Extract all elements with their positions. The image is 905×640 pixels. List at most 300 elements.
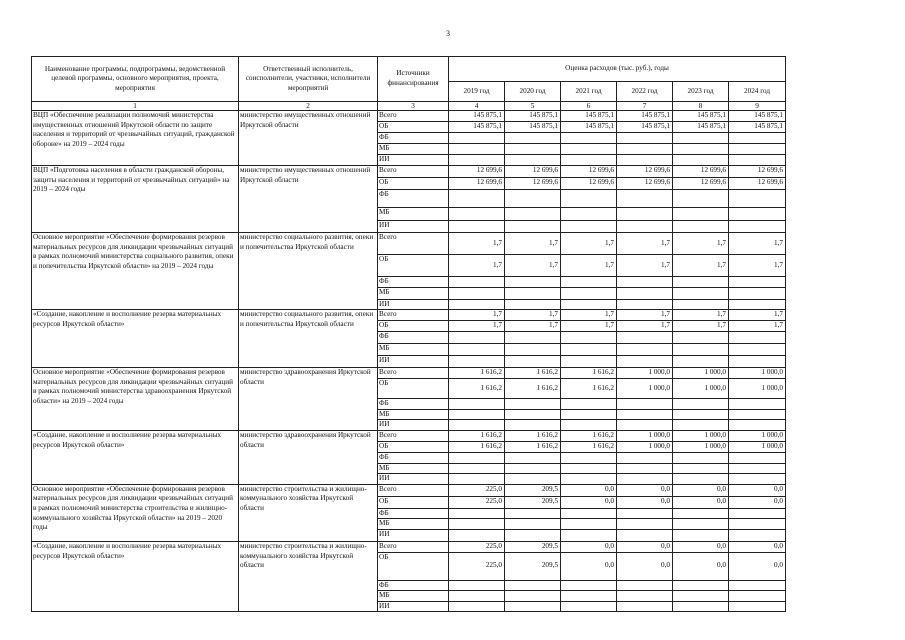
amount-cell (617, 190, 673, 208)
header-sources: Источники финансирования (378, 57, 449, 102)
page-number: 3 (446, 29, 450, 38)
funding-source: ОБ (378, 441, 449, 452)
amount-cell: 12 699,6 (449, 166, 505, 178)
amount-cell (505, 452, 561, 463)
amount-cell: 209,5 (505, 484, 561, 496)
activity-name: «Создание, накопление и восполнение резерва материальных ресурсов Иркутской области» (32, 541, 239, 611)
amount-cell (617, 144, 673, 155)
header-executor: Ответственный исполнитель, соисполнители, участники, исполнители мероприятий (239, 57, 378, 102)
amount-cell (505, 463, 561, 474)
amount-cell (617, 409, 673, 420)
amount-cell (505, 208, 561, 221)
amount-cell: 1,7 (505, 321, 561, 332)
amount-cell (449, 519, 505, 530)
amount-cell (617, 474, 673, 485)
amount-cell (729, 529, 786, 541)
funding-source: ФБ (378, 277, 449, 288)
amount-cell: 145 875,1 (673, 111, 729, 122)
amount-cell (673, 519, 729, 530)
amount-cell (729, 155, 786, 166)
amount-cell (617, 519, 673, 530)
amount-cell (729, 277, 786, 288)
funding-source: Всего (378, 430, 449, 441)
amount-cell (561, 344, 617, 356)
amount-cell (673, 208, 729, 221)
amount-cell: 0,0 (617, 496, 673, 508)
amount-cell: 1,7 (505, 255, 561, 277)
header-year: 2019 год (449, 82, 505, 102)
amount-cell: 0,0 (673, 496, 729, 508)
amount-cell (729, 519, 786, 530)
amount-cell (449, 344, 505, 356)
header-column-index: 1 (32, 102, 239, 111)
table-row (32, 111, 786, 122)
amount-cell (561, 474, 617, 485)
amount-cell (561, 508, 617, 519)
amount-cell (449, 133, 505, 144)
amount-cell (673, 221, 729, 233)
amount-cell: 12 699,6 (505, 178, 561, 190)
amount-cell: 0,0 (673, 541, 729, 552)
funding-source: Всего (378, 166, 449, 178)
amount-cell (729, 299, 786, 310)
amount-cell (729, 420, 786, 431)
amount-cell (505, 399, 561, 410)
amount-cell: 1,7 (449, 233, 505, 255)
funding-source: ФБ (378, 133, 449, 144)
activity-name: «Создание, накопление и восполнение резерва материальных ресурсов Иркутской области» (32, 310, 239, 368)
amount-cell: 0,0 (617, 552, 673, 580)
amount-cell (673, 356, 729, 368)
header-column-index: 6 (561, 102, 617, 111)
amount-cell (561, 409, 617, 420)
amount-cell (561, 208, 617, 221)
amount-cell (561, 529, 617, 541)
amount-cell: 1,7 (673, 233, 729, 255)
amount-cell: 1 616,2 (505, 368, 561, 379)
amount-cell: 145 875,1 (505, 111, 561, 122)
funding-source: ФБ (378, 399, 449, 410)
amount-cell (673, 580, 729, 591)
amount-cell: 1,7 (561, 321, 617, 332)
amount-cell (449, 155, 505, 166)
funding-source: МБ (378, 344, 449, 356)
amount-cell (449, 474, 505, 485)
amount-cell (729, 508, 786, 519)
amount-cell (673, 420, 729, 431)
amount-cell (617, 221, 673, 233)
amount-cell (449, 591, 505, 602)
amount-cell (561, 356, 617, 368)
amount-cell: 1 616,2 (561, 368, 617, 379)
amount-cell (561, 463, 617, 474)
amount-cell (449, 221, 505, 233)
amount-cell: 1,7 (673, 321, 729, 332)
amount-cell: 0,0 (617, 484, 673, 496)
amount-cell: 12 699,6 (729, 166, 786, 178)
amount-cell (729, 463, 786, 474)
header-estimate: Оценка расходов (тыс. руб.), годы (449, 57, 786, 82)
amount-cell (729, 287, 786, 299)
amount-cell: 225,0 (449, 541, 505, 552)
amount-cell (673, 144, 729, 155)
amount-cell (617, 580, 673, 591)
amount-cell: 1,7 (729, 233, 786, 255)
amount-cell (449, 190, 505, 208)
amount-cell: 209,5 (505, 552, 561, 580)
amount-cell (449, 144, 505, 155)
amount-cell: 1,7 (449, 255, 505, 277)
amount-cell: 0,0 (561, 552, 617, 580)
funding-source: ОБ (378, 321, 449, 332)
amount-cell (561, 155, 617, 166)
amount-cell (561, 591, 617, 602)
amount-cell: 1 000,0 (673, 368, 729, 379)
amount-cell (673, 601, 729, 612)
amount-cell: 1 000,0 (729, 441, 786, 452)
amount-cell: 1,7 (617, 233, 673, 255)
amount-cell: 12 699,6 (561, 166, 617, 178)
amount-cell (561, 190, 617, 208)
funding-source: ФБ (378, 580, 449, 591)
amount-cell (617, 591, 673, 602)
header-column-index: 3 (378, 102, 449, 111)
funding-source: МБ (378, 208, 449, 221)
executor: министерство социального развития, опеки и попечительства Иркутской области (239, 233, 378, 310)
table-row (32, 484, 786, 496)
amount-cell: 1,7 (673, 310, 729, 321)
amount-cell (673, 287, 729, 299)
amount-cell (673, 591, 729, 602)
amount-cell (449, 420, 505, 431)
amount-cell (505, 519, 561, 530)
amount-cell: 1,7 (505, 233, 561, 255)
amount-cell: 0,0 (729, 541, 786, 552)
funding-source: Всего (378, 541, 449, 552)
amount-cell (449, 463, 505, 474)
amount-cell (617, 508, 673, 519)
executor: министерство строительства и жилищно-коммунального хозяйства Иркутской области (239, 541, 378, 611)
amount-cell (617, 463, 673, 474)
amount-cell: 1 000,0 (673, 430, 729, 441)
amount-cell: 1,7 (729, 310, 786, 321)
amount-cell: 1,7 (449, 321, 505, 332)
amount-cell: 1,7 (449, 310, 505, 321)
funding-source: ИИ (378, 474, 449, 485)
amount-cell: 145 875,1 (673, 122, 729, 133)
funding-source: Всего (378, 233, 449, 255)
amount-cell (729, 221, 786, 233)
amount-cell: 1 000,0 (729, 379, 786, 399)
header-year: 2024 год (729, 82, 786, 102)
amount-cell: 1 616,2 (505, 430, 561, 441)
amount-cell (729, 452, 786, 463)
amount-cell: 1 000,0 (617, 430, 673, 441)
executor: министерство имущественных отношений Иркутской области (239, 111, 378, 166)
amount-cell: 1 616,2 (505, 441, 561, 452)
amount-cell: 145 875,1 (449, 111, 505, 122)
amount-cell (729, 409, 786, 420)
amount-cell (449, 299, 505, 310)
amount-cell: 0,0 (561, 541, 617, 552)
amount-cell (449, 409, 505, 420)
amount-cell (561, 299, 617, 310)
amount-cell (561, 601, 617, 612)
amount-cell: 1 616,2 (449, 430, 505, 441)
amount-cell: 209,5 (505, 541, 561, 552)
executor: министерство здравоохранения Иркутской области (239, 368, 378, 431)
amount-cell (729, 208, 786, 221)
table-row (32, 541, 786, 552)
funding-source: ФБ (378, 332, 449, 344)
amount-cell (673, 344, 729, 356)
amount-cell: 225,0 (449, 496, 505, 508)
activity-name: Основное мероприятие «Обеспечение формирования резервов материальных ресурсов для ликвидации чрезвычайных ситуаций в рамках полномочий министерства строительства и жилищно-коммунального хозяйства Иркутской области» на 2019 – 2020 годы (32, 484, 239, 541)
amount-cell (561, 287, 617, 299)
amount-cell (449, 452, 505, 463)
amount-cell (505, 133, 561, 144)
amount-cell (673, 409, 729, 420)
amount-cell (617, 529, 673, 541)
amount-cell (449, 208, 505, 221)
amount-cell (673, 529, 729, 541)
amount-cell (617, 277, 673, 288)
amount-cell: 225,0 (449, 484, 505, 496)
amount-cell (449, 277, 505, 288)
amount-cell: 12 699,6 (673, 178, 729, 190)
header-column-index: 7 (617, 102, 673, 111)
executor: министерство здравоохранения Иркутской области (239, 430, 378, 484)
table-row (32, 166, 786, 178)
funding-source: МБ (378, 591, 449, 602)
amount-cell: 145 875,1 (729, 111, 786, 122)
amount-cell: 12 699,6 (561, 178, 617, 190)
activity-name: Основное мероприятие «Обеспечение формирования резервов материальных ресурсов для ликвидации чрезвычайных ситуаций в рамках полномочий министерства здравоохранения Иркутской области» на 2019 – 2024 годы (32, 368, 239, 431)
funding-source: ИИ (378, 155, 449, 166)
amount-cell (561, 580, 617, 591)
amount-cell (617, 208, 673, 221)
executor: министерство имущественных отношений Иркутской области (239, 166, 378, 233)
header-column-index: 4 (449, 102, 505, 111)
amount-cell (561, 519, 617, 530)
amount-cell (617, 332, 673, 344)
amount-cell: 1 000,0 (617, 368, 673, 379)
amount-cell (729, 591, 786, 602)
amount-cell (505, 529, 561, 541)
amount-cell (561, 277, 617, 288)
amount-cell: 1 616,2 (449, 368, 505, 379)
funding-source: ОБ (378, 379, 449, 399)
amount-cell (449, 580, 505, 591)
amount-cell: 1,7 (673, 255, 729, 277)
amount-cell (505, 190, 561, 208)
amount-cell (729, 344, 786, 356)
amount-cell: 1,7 (505, 310, 561, 321)
amount-cell (729, 190, 786, 208)
amount-cell (449, 508, 505, 519)
amount-cell: 1,7 (617, 255, 673, 277)
amount-cell (561, 332, 617, 344)
amount-cell: 1 000,0 (617, 441, 673, 452)
amount-cell (617, 452, 673, 463)
funding-source: ОБ (378, 178, 449, 190)
amount-cell: 0,0 (729, 484, 786, 496)
amount-cell (729, 356, 786, 368)
amount-cell (617, 420, 673, 431)
amount-cell: 0,0 (729, 496, 786, 508)
amount-cell: 1,7 (617, 310, 673, 321)
amount-cell: 145 875,1 (617, 122, 673, 133)
amount-cell (561, 420, 617, 431)
amount-cell: 145 875,1 (505, 122, 561, 133)
funding-source: ИИ (378, 356, 449, 368)
funding-source: МБ (378, 409, 449, 420)
header-column-index: 5 (505, 102, 561, 111)
amount-cell (617, 344, 673, 356)
amount-cell (673, 332, 729, 344)
header-column-index: 8 (673, 102, 729, 111)
amount-cell (505, 287, 561, 299)
amount-cell: 1,7 (729, 255, 786, 277)
activity-name: Основное мероприятие «Обеспечение формирования резервов материальных ресурсов для ликвидации чрезвычайных ситуаций в рамках полномочий министерства социального развития, опеки и попечительства Иркутской области» на 2019 – 2024 годы (32, 233, 239, 310)
amount-cell (505, 221, 561, 233)
header-year: 2023 год (673, 82, 729, 102)
funding-source: ФБ (378, 190, 449, 208)
funding-source: ОБ (378, 255, 449, 277)
amount-cell (561, 144, 617, 155)
funding-source: Всего (378, 368, 449, 379)
amount-cell: 225,0 (449, 552, 505, 580)
amount-cell: 1,7 (561, 255, 617, 277)
amount-cell (617, 601, 673, 612)
amount-cell (673, 508, 729, 519)
amount-cell: 12 699,6 (505, 166, 561, 178)
funding-source: Всего (378, 310, 449, 321)
amount-cell: 209,5 (505, 496, 561, 508)
amount-cell (673, 474, 729, 485)
amount-cell (561, 399, 617, 410)
amount-cell (449, 332, 505, 344)
amount-cell (617, 399, 673, 410)
funding-source: ОБ (378, 496, 449, 508)
amount-cell: 1 616,2 (505, 379, 561, 399)
amount-cell: 0,0 (673, 552, 729, 580)
funding-source: МБ (378, 519, 449, 530)
amount-cell (673, 155, 729, 166)
funding-source: ИИ (378, 420, 449, 431)
amount-cell: 12 699,6 (617, 166, 673, 178)
funding-source: МБ (378, 287, 449, 299)
amount-cell: 1 616,2 (561, 430, 617, 441)
executor: министерство социального развития, опеки и попечительства Иркутской области (239, 310, 378, 368)
amount-cell: 145 875,1 (561, 111, 617, 122)
amount-cell (617, 299, 673, 310)
funding-source: ИИ (378, 299, 449, 310)
amount-cell (505, 474, 561, 485)
amount-cell (449, 287, 505, 299)
amount-cell (505, 356, 561, 368)
amount-cell: 145 875,1 (729, 122, 786, 133)
amount-cell (673, 277, 729, 288)
amount-cell: 1,7 (729, 321, 786, 332)
amount-cell: 1 616,2 (561, 379, 617, 399)
amount-cell (673, 190, 729, 208)
funding-source: ИИ (378, 529, 449, 541)
amount-cell (505, 508, 561, 519)
amount-cell: 1,7 (561, 233, 617, 255)
amount-cell: 12 699,6 (673, 166, 729, 178)
amount-cell (505, 332, 561, 344)
amount-cell (673, 452, 729, 463)
activity-name: ВЦП «Подготовка населения в области гражданской обороны, защиты населения и территорий от чрезвычайных ситуаций» на 2019 – 2024 годы (32, 166, 239, 233)
amount-cell (505, 344, 561, 356)
amount-cell (505, 277, 561, 288)
amount-cell (673, 133, 729, 144)
amount-cell (617, 155, 673, 166)
amount-cell: 145 875,1 (561, 122, 617, 133)
amount-cell (729, 399, 786, 410)
activity-name: ВЦП «Обеспечение реализации полномочий министерства имущественных отношений Иркутской области по защите населения и территорий от чрезвычайных ситуаций, гражданской обороне» на 2019 – 2024 годы (32, 111, 239, 166)
amount-cell (449, 601, 505, 612)
amount-cell: 0,0 (561, 484, 617, 496)
amount-cell (729, 580, 786, 591)
amount-cell: 0,0 (673, 484, 729, 496)
amount-cell (729, 144, 786, 155)
table-row (32, 430, 786, 441)
amount-cell (617, 133, 673, 144)
amount-cell (729, 332, 786, 344)
funding-source: Всего (378, 111, 449, 122)
amount-cell (729, 474, 786, 485)
funding-source: ОБ (378, 122, 449, 133)
funding-source: ОБ (378, 552, 449, 580)
funding-source: ФБ (378, 452, 449, 463)
funding-source: ФБ (378, 508, 449, 519)
executor: министерство строительства и жилищно-коммунального хозяйства Иркутской области (239, 484, 378, 541)
amount-cell (729, 133, 786, 144)
header-year: 2021 год (561, 82, 617, 102)
table-row (32, 368, 786, 379)
amount-cell: 12 699,6 (617, 178, 673, 190)
amount-cell (505, 155, 561, 166)
amount-cell (449, 399, 505, 410)
amount-cell (673, 299, 729, 310)
funding-source: МБ (378, 463, 449, 474)
funding-source: МБ (378, 144, 449, 155)
amount-cell: 0,0 (729, 552, 786, 580)
header-year: 2022 год (617, 82, 673, 102)
header-column-index: 9 (729, 102, 786, 111)
amount-cell: 0,0 (561, 496, 617, 508)
amount-cell (561, 452, 617, 463)
header-year: 2020 год (505, 82, 561, 102)
amount-cell: 1 616,2 (561, 441, 617, 452)
amount-cell: 1 616,2 (449, 379, 505, 399)
amount-cell (561, 133, 617, 144)
activity-name: «Создание, накопление и восполнение резерва материальных ресурсов Иркутской области» (32, 430, 239, 484)
budget-table (31, 56, 786, 612)
amount-cell (617, 356, 673, 368)
amount-cell: 12 699,6 (729, 178, 786, 190)
amount-cell (505, 144, 561, 155)
amount-cell (617, 287, 673, 299)
amount-cell (505, 580, 561, 591)
amount-cell (505, 299, 561, 310)
header-name: Наименование программы, подпрограммы, ведомственной целевой программы, основного мероприятия, проекта, мероприятия (32, 57, 239, 102)
table-row (32, 310, 786, 321)
amount-cell (505, 409, 561, 420)
amount-cell (449, 529, 505, 541)
